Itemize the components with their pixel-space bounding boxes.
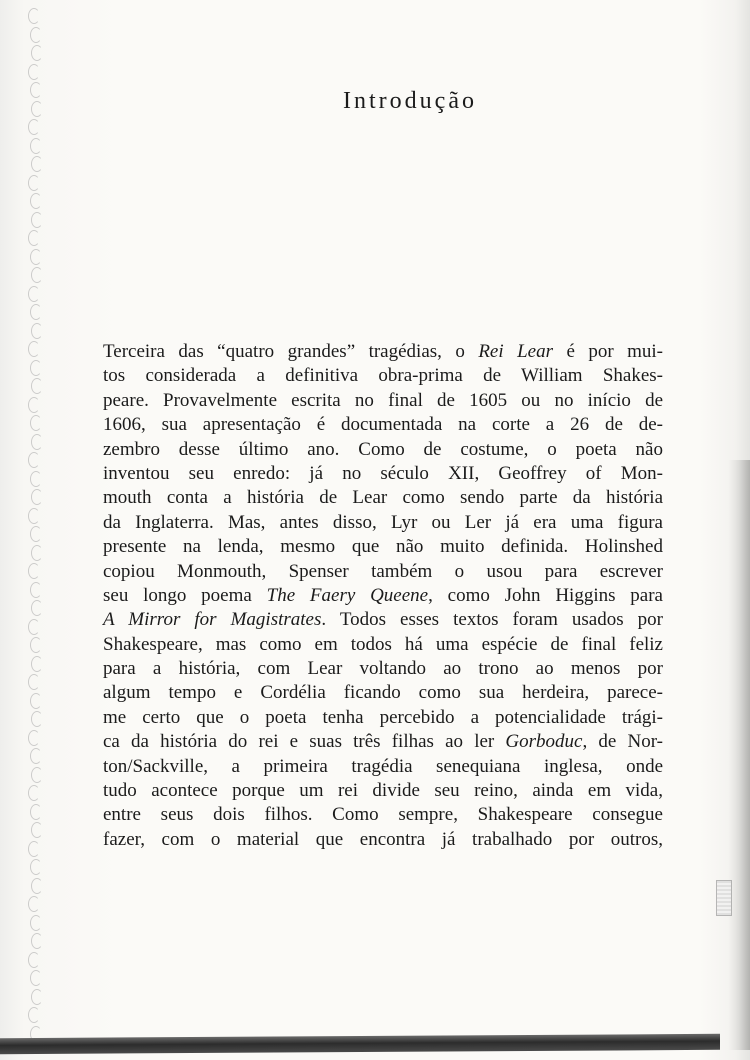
text-run: , como John Higgins para xyxy=(428,584,663,606)
text-run: me certo que o poeta tenha percebido a potencialidade trági- xyxy=(103,706,663,728)
binding-hole xyxy=(30,637,42,653)
page-edge-mark xyxy=(716,880,732,916)
text-line xyxy=(103,340,663,364)
italic-title: The Faery Queene xyxy=(266,584,429,606)
binding-hole xyxy=(31,489,43,505)
binding-hole xyxy=(30,27,42,43)
text-line xyxy=(103,657,663,681)
text-line xyxy=(103,828,663,852)
binding-hole xyxy=(30,360,42,376)
text-run: algum tempo e Cordélia ficando como sua herdeira, parece- xyxy=(103,682,663,704)
binding-hole xyxy=(30,193,42,209)
binding-hole xyxy=(31,989,43,1005)
binding-hole xyxy=(31,711,43,727)
text-line xyxy=(103,389,663,413)
binding-hole xyxy=(31,545,43,561)
binding-hole xyxy=(28,341,40,357)
text-run: Shakespeare, mas como em todos há uma espécie de final feliz xyxy=(103,633,663,655)
binding-hole xyxy=(28,64,40,80)
binding-hole xyxy=(31,933,43,949)
binding-hole xyxy=(30,915,42,931)
text-run: seu longo poema xyxy=(103,584,267,606)
text-line xyxy=(103,462,663,486)
text-run: mouth conta a história de Lear como sendo parte da história xyxy=(103,487,663,509)
binding-hole xyxy=(28,175,40,191)
binding-hole xyxy=(30,526,42,542)
binding-hole xyxy=(30,304,42,320)
text-line xyxy=(103,413,663,437)
text-line xyxy=(103,560,663,584)
binding-hole xyxy=(28,452,40,468)
binding-hole xyxy=(31,600,43,616)
text-run: copiou Monmouth, Spenser também o usou para escrever xyxy=(103,560,663,582)
binding-hole xyxy=(28,286,40,302)
chapter-title: Introdução xyxy=(343,88,477,114)
binding-holes xyxy=(14,8,50,1038)
text-line xyxy=(103,755,663,779)
binding-hole xyxy=(28,952,40,968)
text-run: ton/Sackville, a primeira tragédia senequiana inglesa, onde xyxy=(103,755,663,777)
italic-title: Gorboduc xyxy=(505,731,583,753)
text-run: da Inglaterra. Mas, antes disso, Lyr ou Ler já era uma figura xyxy=(103,511,663,533)
binding-hole xyxy=(31,878,43,894)
text-run: é por mui- xyxy=(552,341,663,362)
binding-hole xyxy=(30,582,42,598)
text-line xyxy=(103,364,663,388)
text-line xyxy=(103,511,663,535)
text-run: presente na lenda, mesmo que não muito definida. Holinshed xyxy=(103,536,663,558)
text-line xyxy=(103,681,663,705)
text-run: tudo acontece porque um rei divide seu reino, ainda em vida, xyxy=(103,780,663,802)
text-line xyxy=(103,706,663,730)
binding-hole xyxy=(30,804,42,820)
text-run: tos considerada a definitiva obra-prima de William Shakes- xyxy=(103,365,663,387)
binding-hole xyxy=(31,156,43,172)
binding-hole xyxy=(30,471,42,487)
binding-hole xyxy=(30,748,42,764)
text-run: 1606, sua apresentação é documentada na corte a 26 de de- xyxy=(103,414,663,436)
binding-hole xyxy=(30,970,42,986)
edge-shadow xyxy=(728,460,750,1050)
binding-hole xyxy=(28,508,40,524)
text-run: para a história, com Lear voltando ao trono ao menos por xyxy=(103,658,663,680)
binding-hole xyxy=(31,378,43,394)
binding-hole xyxy=(28,674,40,690)
binding-hole xyxy=(30,859,42,875)
binding-hole xyxy=(30,138,42,154)
text-run: inventou seu enredo: já no século XII, Geoffrey of Mon- xyxy=(103,462,663,484)
text-line xyxy=(103,779,663,803)
binding-hole xyxy=(28,1007,40,1023)
binding-hole xyxy=(31,212,43,228)
text-run: peare. Provavelmente escrita no final de 1605 ou no início de xyxy=(103,389,663,411)
binding-hole xyxy=(28,730,40,746)
binding-hole xyxy=(28,563,40,579)
binding-hole xyxy=(28,119,40,135)
text-line xyxy=(103,608,663,632)
binding-hole xyxy=(31,267,43,283)
binding-hole xyxy=(31,822,43,838)
text-line xyxy=(103,633,663,657)
text-line xyxy=(103,535,663,559)
text-run: , de Nor- xyxy=(582,731,663,753)
binding-hole xyxy=(28,397,40,413)
text-run: . Todos esses textos foram usados por xyxy=(321,609,663,631)
text-line xyxy=(103,486,663,510)
text-run: Terceira das “quatro grandes” tragédias, o xyxy=(103,341,479,362)
body-paragraph xyxy=(103,340,663,852)
text-run: zembro desse último ano. Como de costume, o poeta não xyxy=(103,438,663,460)
text-run: fazer, com o material que encontra já trabalhado por outros, xyxy=(103,828,663,850)
binding-hole xyxy=(30,693,42,709)
binding-hole xyxy=(28,8,40,24)
text-line xyxy=(103,438,663,462)
text-line xyxy=(103,584,663,608)
binding-hole xyxy=(30,249,42,265)
binding-hole xyxy=(28,785,40,801)
binding-hole xyxy=(31,323,43,339)
binding-hole xyxy=(30,415,42,431)
text-run: entre seus dois filhos. Como sempre, Shakespeare consegue xyxy=(103,804,663,826)
binding-hole xyxy=(28,619,40,635)
binding-hole xyxy=(28,896,40,912)
text-line xyxy=(103,803,663,827)
binding-hole xyxy=(31,45,43,61)
binding-hole xyxy=(31,767,43,783)
binding-hole xyxy=(28,230,40,246)
bottom-scan-border xyxy=(0,1034,720,1054)
binding-hole xyxy=(31,434,43,450)
italic-title: Rei Lear xyxy=(478,341,553,362)
binding-hole xyxy=(28,841,40,857)
italic-title: A Mirror for Magistrates xyxy=(103,609,322,631)
binding-hole xyxy=(31,656,43,672)
text-line xyxy=(103,730,663,754)
text-run: ca da história do rei e suas três filhas ao ler xyxy=(103,731,506,753)
